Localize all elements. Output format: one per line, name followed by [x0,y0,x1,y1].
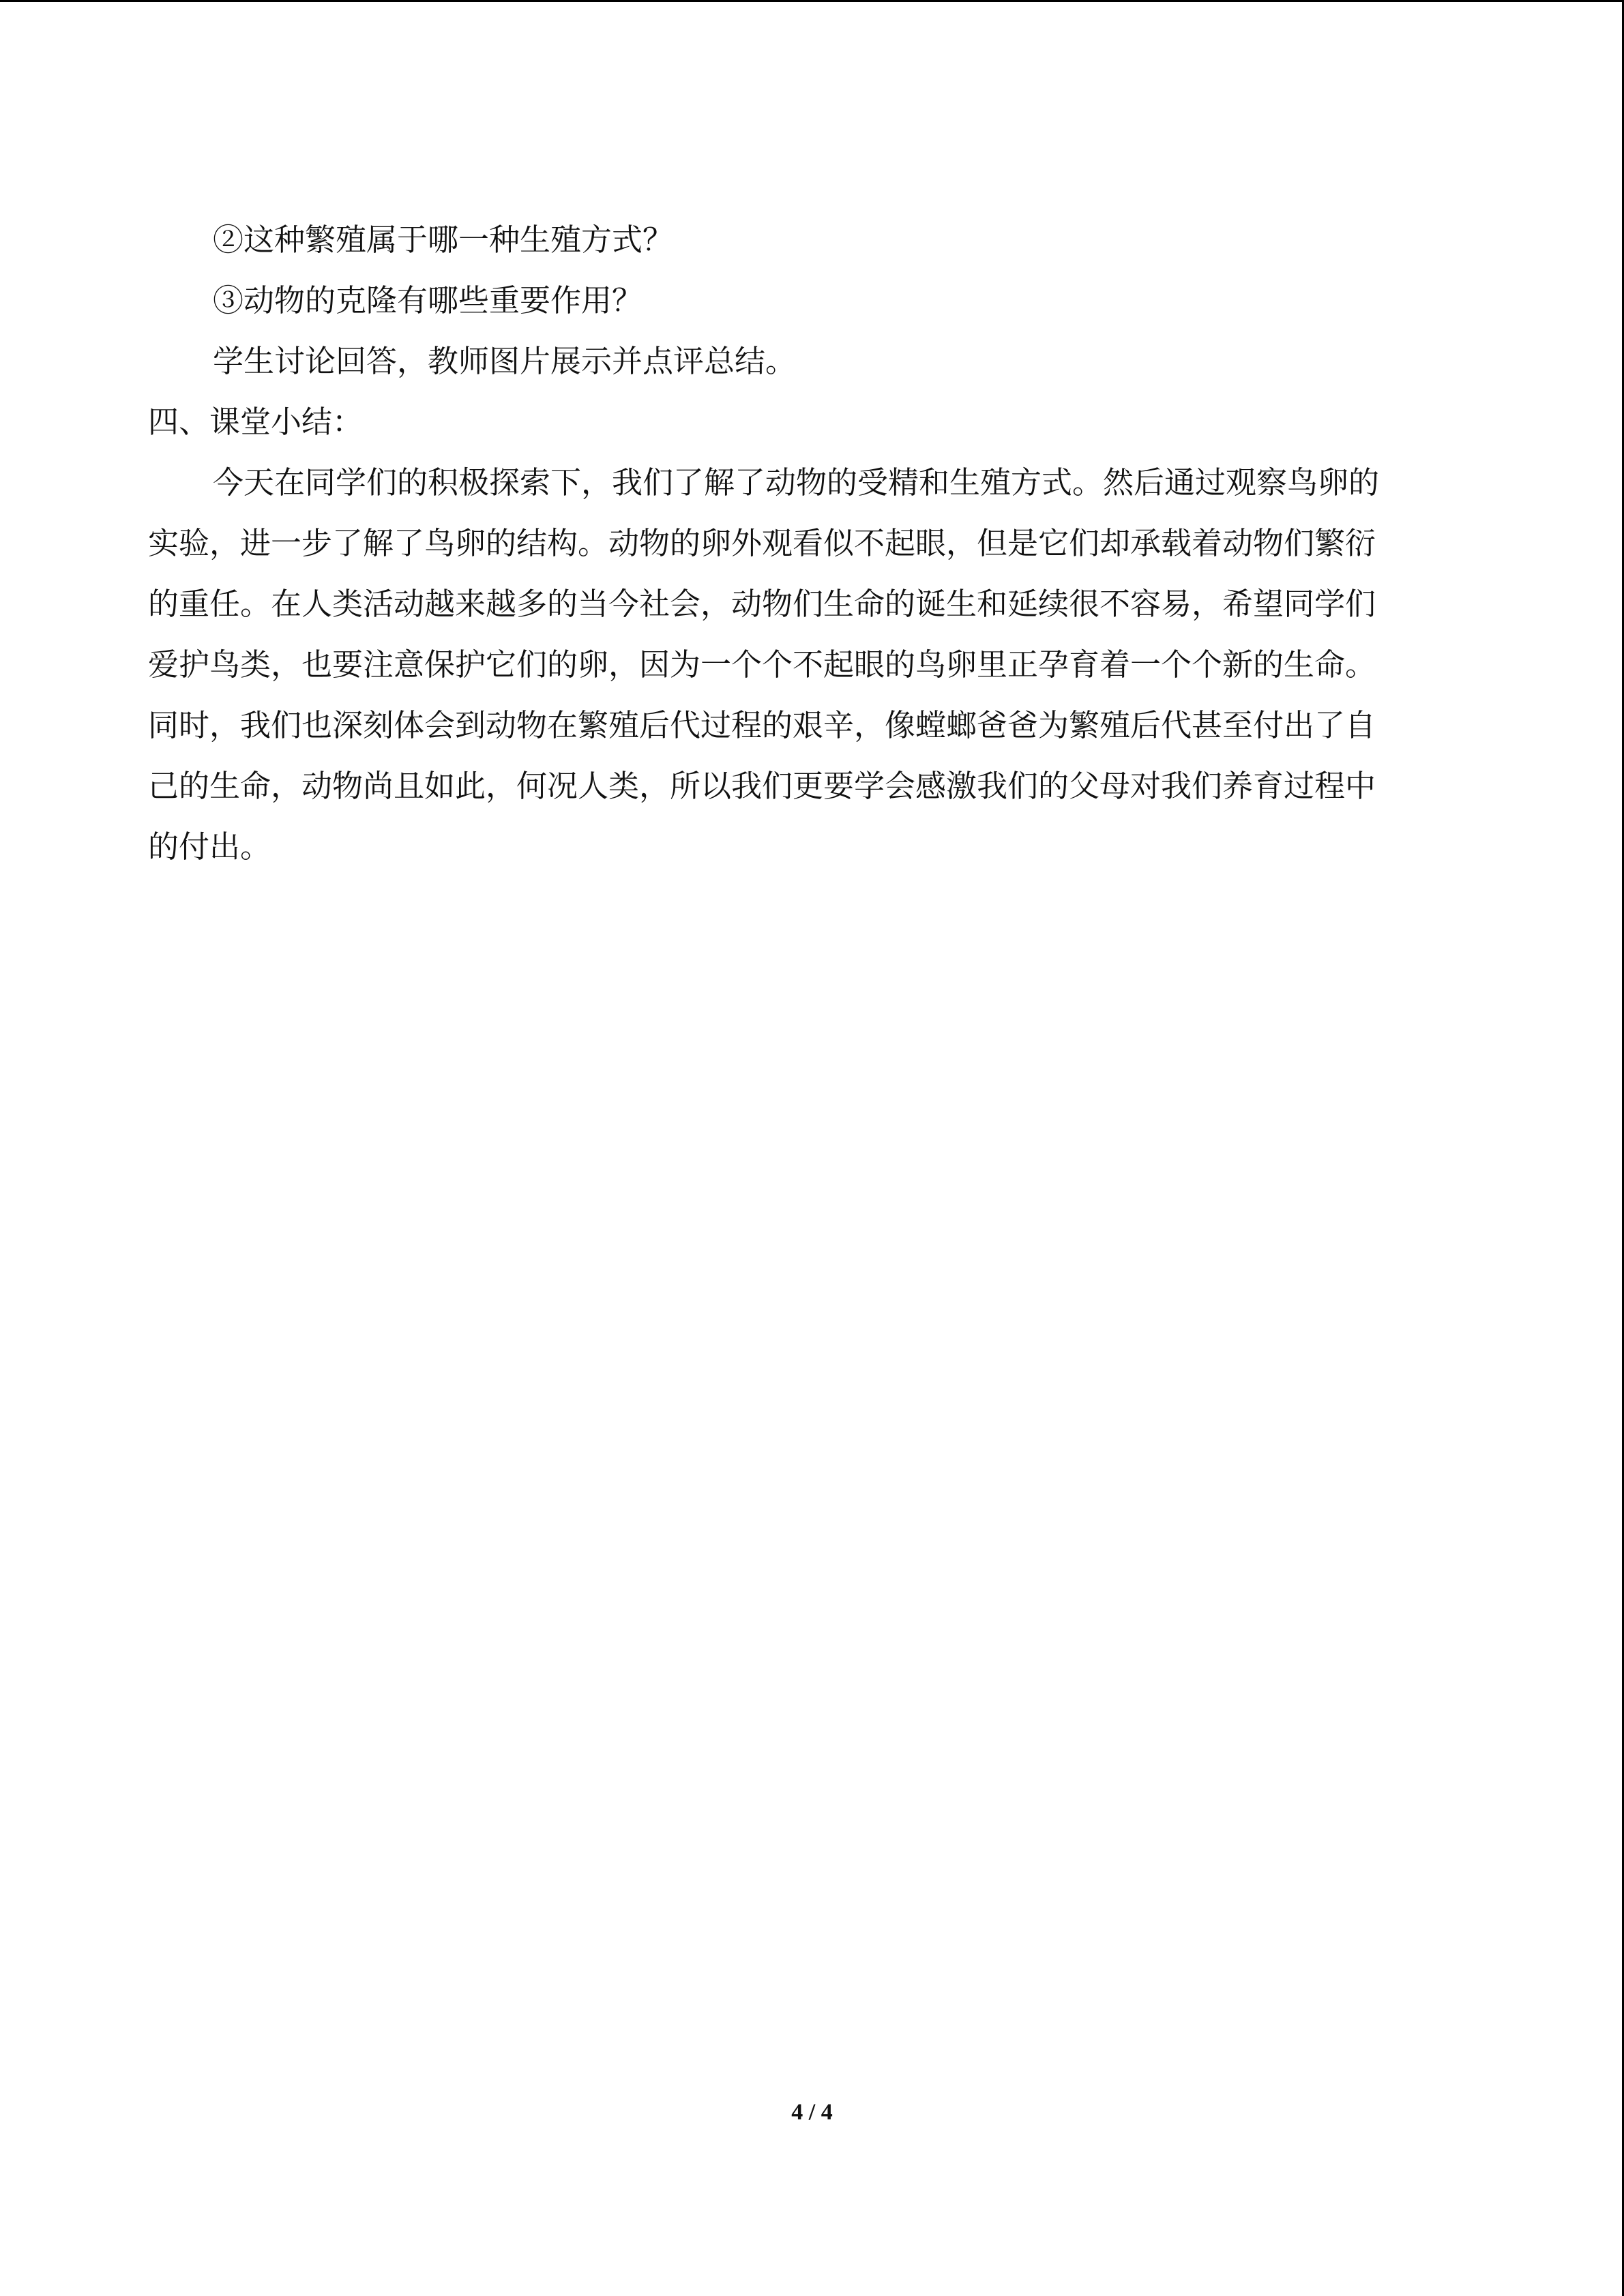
summary-line: 实验，进一步了解了鸟卵的结构。动物的卵外观看似不起眼，但是它们却承载着动物们繁衍 [148,525,1376,561]
question-3: ③动物的克隆有哪些重要作用？ [213,282,643,318]
summary-line: 的重任。在人类活动越来越多的当今社会，动物们生命的诞生和延续很不容易，希望同学们 [148,586,1376,622]
summary-line: 今天在同学们的积极探索下，我们了解了动物的受精和生殖方式。然后通过观察鸟卵的 [213,464,1380,501]
page-content [148,209,1458,877]
summary-line: 爱护鸟类，也要注意保护它们的卵，因为一个个不起眼的鸟卵里正孕育着一个个新的生命。 [148,646,1376,683]
summary-line: 己的生命，动物尚且如此，何况人类，所以我们更要学会感激我们的父母对我们养育过程中 [148,768,1376,804]
page-number: 4 / 4 [791,2100,833,2125]
summary-line: 同时，我们也深刻体会到动物在繁殖后代过程的艰辛，像螳螂爸爸为繁殖后代甚至付出了自 [148,707,1376,743]
activity-note: 学生讨论回答，教师图片展示并点评总结。 [213,343,797,379]
summary-line: 的付出。 [148,829,271,865]
section-heading: 四、课堂小结： [148,404,364,440]
summary-paragraph [148,452,1458,877]
question-2: ②这种繁殖属于哪一种生殖方式？ [213,222,674,258]
